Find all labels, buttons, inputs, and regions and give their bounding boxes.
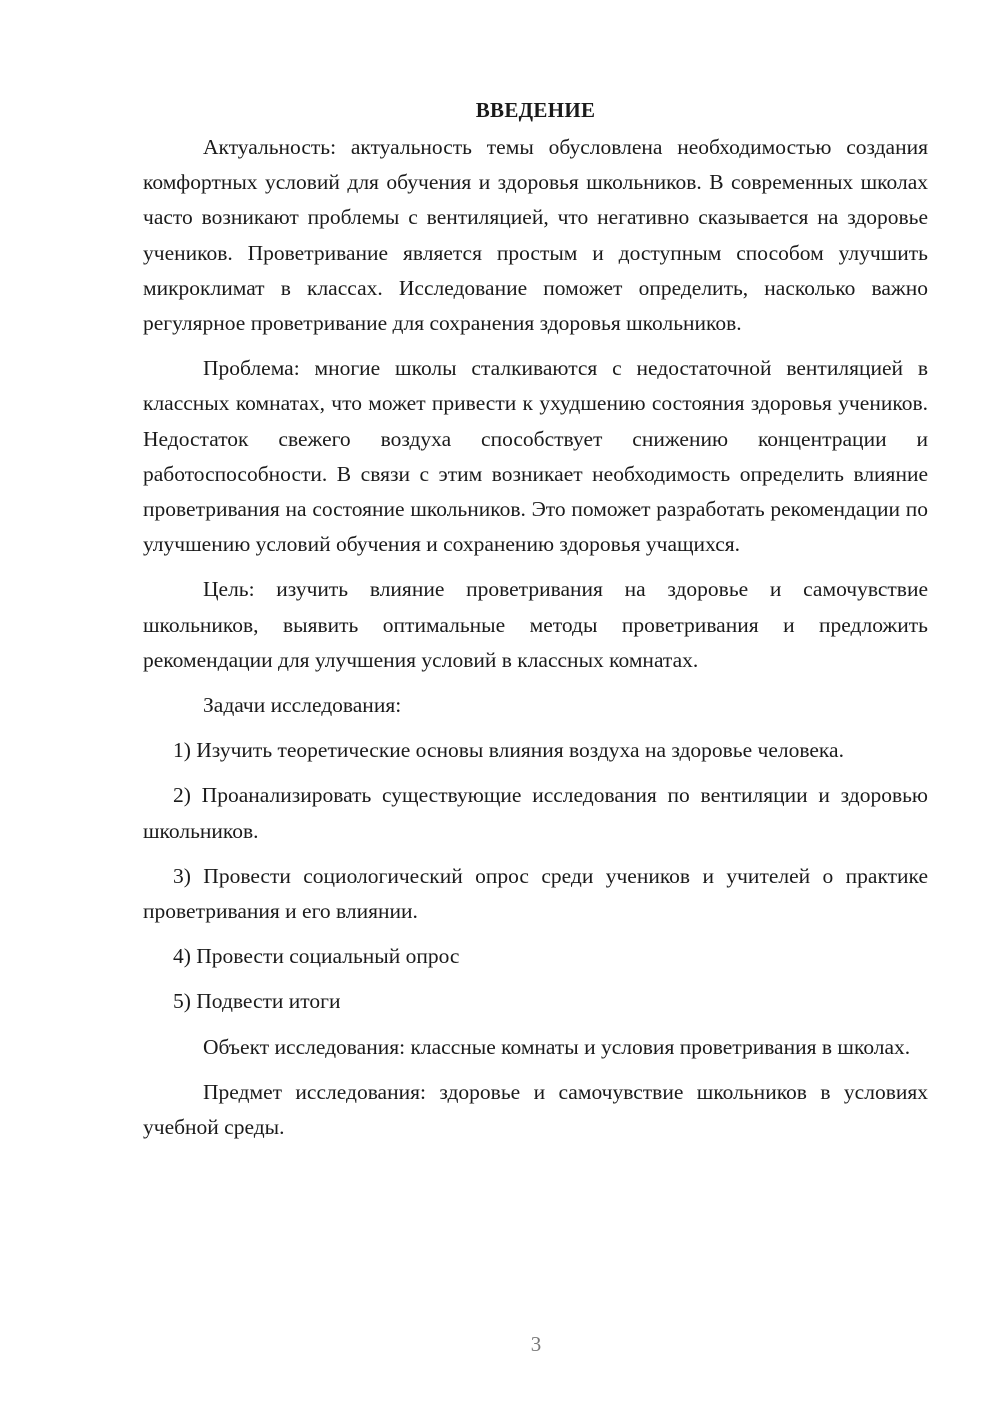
task-item-5: 5) Подвести итоги — [173, 989, 341, 1014]
object-paragraph: Объект исследования: классные комнаты и условия проветривания в школах. — [203, 1034, 911, 1059]
task-item-4: 4) Провести социальный опрос — [173, 944, 460, 969]
task-item-2: 2) Проанализировать существующие исследования по вентиляции и здоровью школьников. — [143, 783, 928, 843]
goal-paragraph: Цель: изучить влияние проветривания на здоровье и самочувствие школьников, выявить оптимальные методы проветривания и предложить рекомендации для улучшения условий в классных комнатах. — [143, 577, 928, 672]
section-heading: ВВЕДЕНИЕ — [475, 98, 596, 122]
problem-paragraph: Проблема: многие школы сталкиваются с недостаточной вентиляцией в классных комнатах, что может привести к ухудшению состояния здоровья учеников. Недостаток свежего воздуха способствует снижению концентрации и работоспособности. В связи с этим возникает необходимость определить влияние проветривания на состояние школьников. Это поможет разработать рекомендации по улучшению условий обучения и сохранению здоровья учащихся. — [143, 356, 928, 557]
task-item-1: 1) Изучить теоретические основы влияния воздуха на здоровье человека. — [173, 738, 844, 763]
task-item-3: 3) Провести социологический опрос среди учеников и учителей о практике проветривания и его влиянии. — [143, 863, 928, 924]
relevance-paragraph: Актуальность: актуальность темы обусловлена необходимостью создания комфортных условий для обучения и здоровья школьников. В современных школах часто возникают проблемы с вентиляцией, что негативно сказывается на здоровье учеников. Проветривание является простым и доступным способом улучшить микроклимат в классах. Исследование поможет определить, насколько важно регулярное проветривание для сохранения здоровья школьников. — [143, 135, 928, 336]
page-number: 3 — [530, 1332, 542, 1356]
tasks-title: Задачи исследования: — [203, 693, 402, 718]
subject-paragraph: Предмет исследования: здоровье и самочувствие школьников в условиях учебной среды. — [143, 1079, 928, 1140]
page-content — [143, 92, 928, 1155]
